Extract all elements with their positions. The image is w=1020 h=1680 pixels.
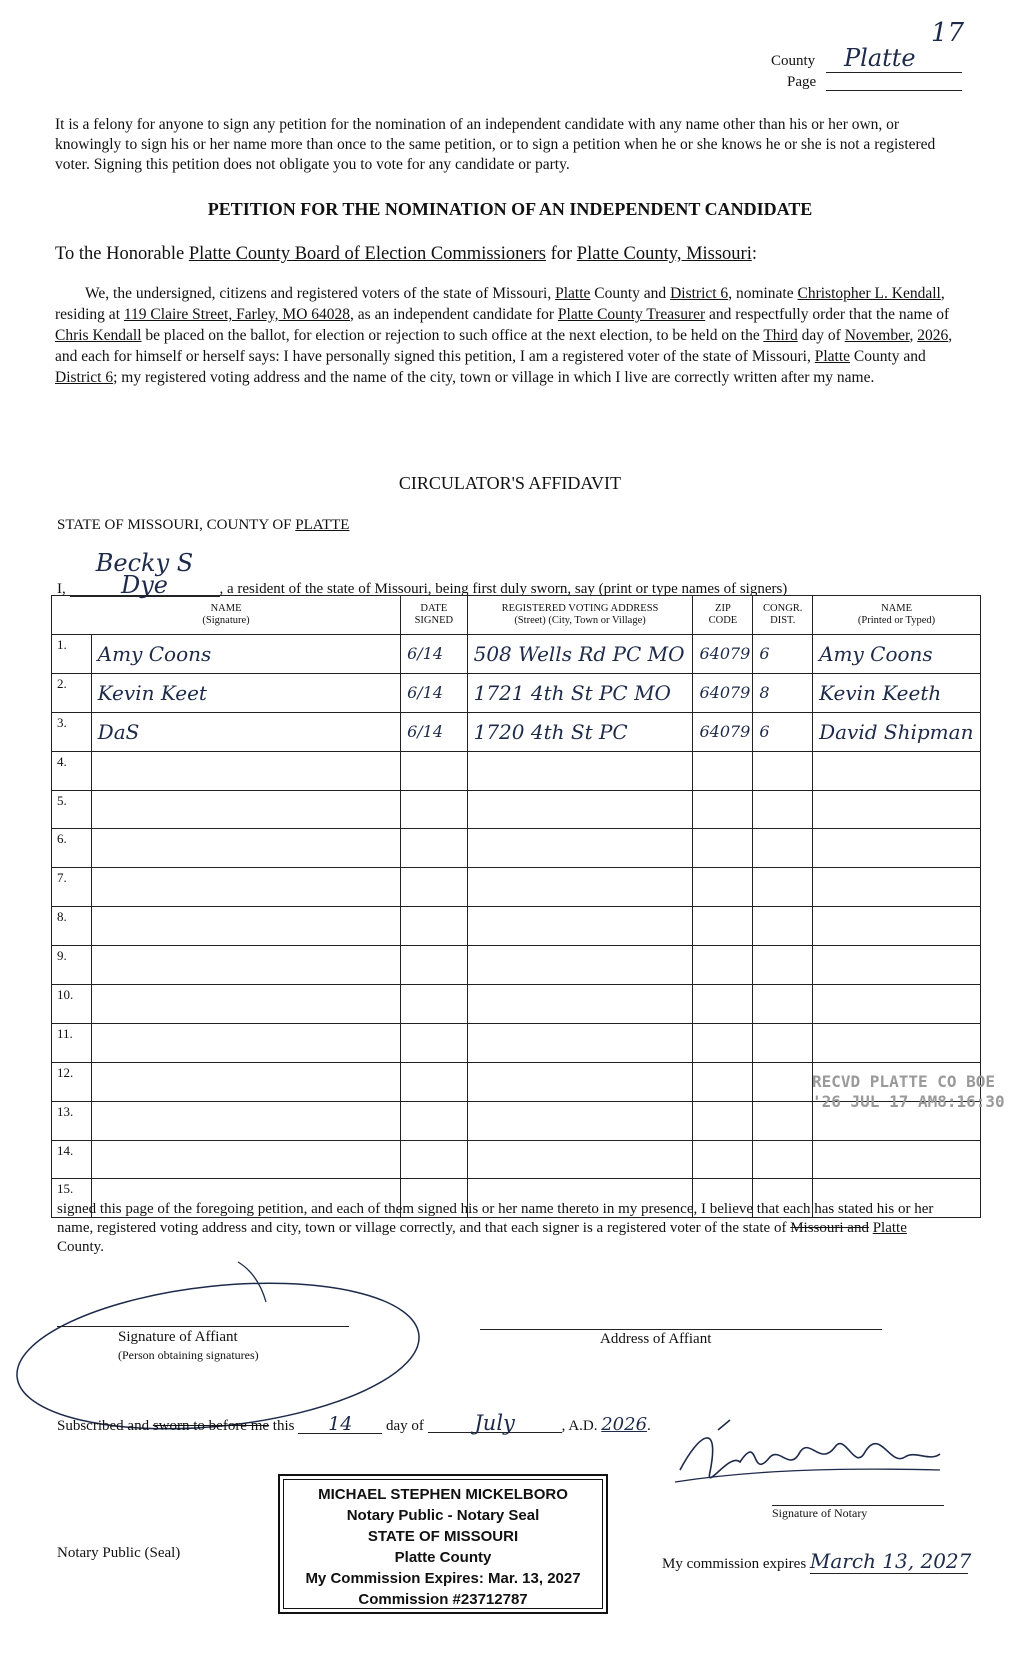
header-address-sub: (Street) (City, Town or Village) [514,615,646,626]
table-row [52,635,981,674]
body-text-5: , as an independent candidate for [350,306,555,323]
circulator-i-label: I, [57,581,66,597]
printed-name [813,946,981,985]
notary-seal-label: Notary Public (Seal) [57,1545,181,1561]
zip-code: 64079 [693,635,753,674]
congr-dist [753,1101,813,1140]
signer-signature [91,751,400,790]
date-signed: 6/14 [401,673,468,712]
body-county: Platte [555,285,591,302]
sworn-period: . [647,1418,651,1434]
candidate-name: Christopher L. Kendall [797,285,941,302]
zip-code [693,985,753,1024]
date-signed [401,985,468,1024]
sworn-day-value: 14 [298,1415,382,1434]
printed-name [813,790,981,829]
closing-text-end: County. [57,1239,104,1255]
affiant-address-line [480,1329,882,1330]
office-sought: Platte County Treasurer [557,306,706,323]
voting-address [467,907,693,946]
congr-dist: 6 [753,635,813,674]
zip-code: 64079 [693,712,753,751]
printed-name: Kevin Keeth [813,673,981,712]
header-zip [693,596,753,635]
affidavit-title: CIRCULATOR'S AFFIDAVIT [398,473,622,493]
header-congr-label: CONGR. [763,603,803,614]
congr-dist [753,790,813,829]
row-number: 4. [52,751,92,790]
zip-code [693,868,753,907]
voting-address: 1720 4th St PC [467,712,693,751]
printed-name [813,751,981,790]
sworn-year-value: 2026 [601,1414,648,1435]
sworn-ad: , A.D. [561,1418,598,1434]
body-text-11: County and [853,348,926,365]
body-text-1: We, the undersigned, citizens and registered voters of the state of Missouri, [85,285,552,302]
received-stamp [812,1072,1012,1112]
table-row [52,790,981,829]
addressee-line [55,244,757,265]
circulator-name: Becky S Dye [70,552,220,597]
election-day: Third [763,327,798,344]
body-text-3: , nominate [728,285,794,302]
body-text-4: , residing at [55,285,945,323]
printed-name [813,1140,981,1179]
commission-label: My commission expires [662,1556,807,1572]
circulator-resident-text: , a resident of the state of Missouri, being first duly sworn, say (print or type names of signers) [219,581,788,597]
table-row [52,946,981,985]
zip-code [693,751,753,790]
printed-name [813,907,981,946]
header-name-label: NAME [210,603,242,614]
date-signed [401,1023,468,1062]
state-county-label: STATE OF MISSOURI, COUNTY OF [57,517,292,533]
received-stamp-line2: '26 JUL 17 AM8:16:30 [812,1092,1005,1111]
body-county-2: Platte [814,348,851,365]
printed-name [813,985,981,1024]
sworn-month-value: July [428,1414,562,1433]
row-number: 5. [52,790,92,829]
row-number: 6. [52,829,92,868]
page-field-line [826,90,962,91]
sworn-prefix: Subscribed and [57,1418,150,1434]
row-number: 12. [52,1062,92,1101]
date-signed [401,868,468,907]
header-name-sub: (Signature) [202,615,250,626]
header-congr-sub: DIST. [770,615,796,626]
signer-signature [91,1101,400,1140]
addressee-prefix: To the Honorable [55,244,185,264]
header-date [401,596,468,635]
closing-county: Platte [872,1220,907,1236]
circulator-line [57,549,788,599]
body-text-2: County and [594,285,667,302]
election-board: Platte County Board of Election Commissioners [188,244,546,264]
closing-text: signed this page of the foregoing petition, and each of them signed his or her name thereto in my presence, I believe that each has stated his or her name, registered voting address and city, town or village correctly, and that each signer is a registered voter of the state of [57,1201,934,1236]
voting-address [467,985,693,1024]
row-number: 10. [52,985,92,1024]
voting-address: 1721 4th St PC MO [467,673,693,712]
affiant-signature-line [57,1326,349,1327]
addressee-county: Platte County, Missouri [576,244,752,264]
county-label: County [771,53,816,69]
voting-address [467,1101,693,1140]
header-date-sub: SIGNED [414,615,454,626]
election-year: 2026 [917,327,949,344]
congr-dist [753,1140,813,1179]
notary-seal [278,1474,608,1614]
table-row [52,1023,981,1062]
sworn-this: this [272,1418,295,1434]
commission-date-value: March 13, 2027 [809,1549,972,1573]
date-signed [401,1062,468,1101]
seal-line-3: STATE OF MISSOURI [367,1528,519,1545]
zip-code [693,946,753,985]
sworn-day-of: day of [385,1418,424,1434]
header-address [467,596,693,635]
seal-line-6: Commission #23712787 [358,1591,528,1608]
candidate-residence: 119 Claire Street, Farley, MO 64028 [123,306,351,323]
nomination-paragraph [55,283,960,388]
voting-address [467,751,693,790]
header-name-signature [52,596,401,635]
date-signed [401,751,468,790]
voting-address [467,829,693,868]
date-signed [401,1101,468,1140]
signer-signature [91,985,400,1024]
signer-signature [91,907,400,946]
row-number: 9. [52,946,92,985]
sworn-struck-text: sworn to before me [152,1418,270,1434]
table-row [52,1140,981,1179]
row-number: 14. [52,1140,92,1179]
date-signed [401,1140,468,1179]
voting-address [467,1062,693,1101]
state-county-line [57,517,349,534]
row-number: 7. [52,868,92,907]
affiant-address-label: Address of Affiant [600,1331,712,1347]
row-number: 13. [52,1101,92,1140]
voting-address [467,790,693,829]
printed-name [813,1023,981,1062]
date-signed: 6/14 [401,635,468,674]
signers-table [51,595,981,1218]
congr-dist [753,985,813,1024]
zip-code [693,1140,753,1179]
petition-title: PETITION FOR THE NOMINATION OF AN INDEPENDENT CANDIDATE [207,199,813,219]
signer-signature [91,1140,400,1179]
row-number: 2. [52,673,92,712]
zip-code: 64079 [693,673,753,712]
signer-signature: Kevin Keet [91,673,400,712]
header-printed-sub: (Printed or Typed) [857,615,936,626]
affiant-signature-label: Signature of Affiant [118,1329,238,1345]
table-row [52,673,981,712]
signer-signature [91,1062,400,1101]
state-county-value: PLATTE [295,517,350,533]
congr-dist [753,829,813,868]
seal-line-5: My Commission Expires: Mar. 13, 2027 [305,1570,581,1587]
voting-address [467,946,693,985]
zip-code [693,790,753,829]
printed-name: Amy Coons [813,635,981,674]
date-signed [401,946,468,985]
row-number: 1. [52,635,92,674]
congr-dist [753,907,813,946]
printed-name: David Shipman [813,712,981,751]
body-text-10: , and each for himself or herself says: I have personally signed this petition, I am a registered voter of the state of Missouri, [55,327,953,365]
row-number: 11. [52,1023,92,1062]
zip-code [693,1101,753,1140]
row-number: 15. [52,1179,92,1218]
signer-signature [91,1023,400,1062]
table-row [52,712,981,751]
page-label: Page [787,74,817,90]
voting-address [467,1023,693,1062]
header-printed-name [813,596,981,635]
congr-dist [753,946,813,985]
congr-dist: 8 [753,673,813,712]
row-number: 3. [52,712,92,751]
closing-struck-text: Missouri and [790,1220,869,1236]
printed-name [813,868,981,907]
addressee-for: for [550,244,573,264]
voting-address: 508 Wells Rd PC MO [467,635,693,674]
table-row [52,751,981,790]
election-month: November [844,327,910,344]
zip-code [693,1023,753,1062]
body-text-8: day of [801,327,841,344]
signer-signature [91,868,400,907]
row-number: 8. [52,907,92,946]
body-text-12: ; my registered voting address and the name of the city, town or village in which I live are correctly written after my name. [113,369,875,386]
header-congr [753,596,813,635]
congr-dist [753,1023,813,1062]
congr-dist [753,868,813,907]
date-signed [401,790,468,829]
body-text-7: be placed on the ballot, for election or rejection to such office at the next election, to be held on the [145,327,760,344]
congr-dist: 6 [753,712,813,751]
voting-address [467,868,693,907]
date-signed [401,907,468,946]
seal-line-2: Notary Public - Notary Seal [346,1507,540,1524]
zip-code [693,1062,753,1101]
signer-signature: DaS [91,712,400,751]
printed-name [813,829,981,868]
body-district-2: District 6 [55,369,114,386]
county-value: Platte [826,44,962,73]
table-header-row [52,596,981,635]
zip-code [693,907,753,946]
seal-line-4: Platte County [394,1549,492,1566]
signer-signature [91,946,400,985]
zip-code [693,829,753,868]
voting-address [467,1140,693,1179]
commission-line [662,1549,972,1574]
body-text-6: and respectfully order that the name of [709,306,950,323]
header-date-label: DATE [420,603,448,614]
signer-signature: Amy Coons [91,635,400,674]
received-stamp-line1: RECVD PLATTE CO BOE [812,1072,996,1091]
page-number: 17 [931,18,965,48]
sworn-line [57,1411,651,1435]
signer-signature [91,829,400,868]
notary-signature-label: Signature of Notary [772,1506,868,1520]
ballot-name: Chris Kendall [55,327,142,344]
header-zip-sub: CODE [708,615,738,626]
affiant-signature-sub: (Person obtaining signatures) [118,1348,259,1362]
date-signed [401,829,468,868]
felony-warning: It is a felony for anyone to sign any petition for the nomination of an independent candidate with any name other than his or her own, or knowingly to sign his or her name more than once to the same petition, or to sign a petition when he or she knows he or she is not a registered voter. Signing this petition does not obligate you to vote for any candidate or party. [55,116,936,173]
header-zip-label: ZIP [715,603,731,614]
addressee-colon: : [751,244,757,264]
date-signed: 6/14 [401,712,468,751]
header-address-label: REGISTERED VOTING ADDRESS [501,603,659,614]
table-row [52,829,981,868]
congr-dist [753,1062,813,1101]
notary-signature-scribble [660,1412,950,1512]
header-printed-label: NAME [881,603,912,614]
signer-signature [91,790,400,829]
table-row [52,985,981,1024]
body-text-9: , [909,327,914,344]
congr-dist [753,751,813,790]
table-row [52,868,981,907]
body-district: District 6 [670,285,729,302]
table-row [52,907,981,946]
seal-notary-name: MICHAEL STEPHEN MICKELBORO [318,1486,568,1503]
